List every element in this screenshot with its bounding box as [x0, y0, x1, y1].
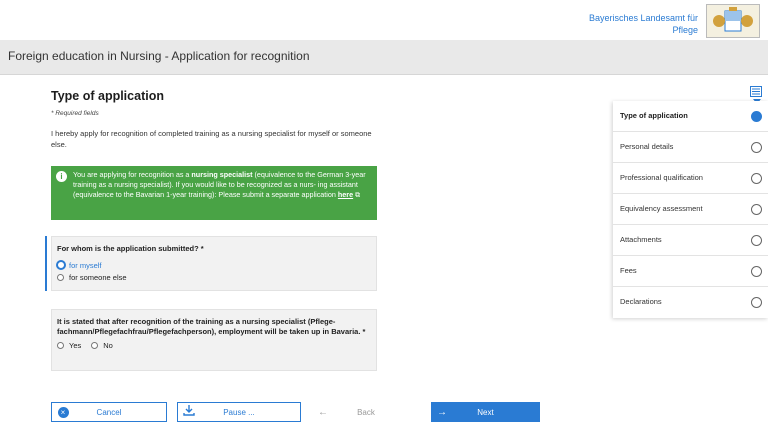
step-status-icon — [751, 297, 762, 308]
info-text-part2: (equivalence to the German 3-year training as a nursing specialist). If you would like to be recognized as a nurs- ing assistant (equivalence to the Bavarian 1-year training): Please submit a separate application — [73, 170, 366, 199]
step-label: Fees — [620, 266, 637, 275]
question-employment-bavaria — [51, 309, 377, 371]
option-for-myself[interactable] — [57, 260, 371, 270]
step-professional-qualification[interactable] — [613, 163, 768, 194]
intro-text: I hereby apply for recognition of completed training as a nursing specialist for myself or someone else. — [51, 129, 372, 149]
option-label: for someone else — [69, 273, 127, 282]
step-type-of-application[interactable] — [613, 101, 768, 132]
option-label: Yes — [69, 341, 82, 350]
title-bar — [0, 40, 768, 75]
option-no[interactable] — [91, 341, 113, 350]
cancel-button[interactable] — [51, 402, 167, 422]
page-title: Foreign education in Nursing - Application for recognition — [8, 49, 310, 63]
agency-name-line2: Pflege — [672, 25, 698, 35]
step-label: Equivalency assessment — [620, 204, 703, 213]
question-title: For whom is the application submitted? * — [57, 244, 204, 253]
info-icon: i — [56, 171, 67, 182]
step-personal-details[interactable] — [613, 132, 768, 163]
external-link-icon: ⧉ — [355, 192, 361, 199]
agency-name — [589, 12, 698, 36]
arrow-left-icon: ← — [318, 406, 328, 418]
step-status-icon — [751, 235, 762, 246]
next-button[interactable] — [431, 402, 540, 422]
step-fees[interactable] — [613, 256, 768, 287]
step-status-icon — [751, 111, 762, 122]
pause-button[interactable] — [177, 402, 301, 422]
download-icon — [178, 405, 200, 419]
option-yes[interactable] — [57, 341, 81, 350]
info-text-part1: You are applying for recognition as a — [73, 170, 192, 179]
step-status-icon — [751, 204, 762, 215]
cancel-label: Cancel — [96, 407, 122, 417]
step-navigation — [613, 101, 768, 318]
radio-icon[interactable] — [91, 342, 98, 349]
next-label: Next — [477, 407, 494, 417]
step-status-icon — [751, 142, 762, 153]
arrow-right-icon: → — [437, 406, 447, 418]
step-label: Declarations — [620, 297, 662, 306]
question-title: It is stated that after recognition of the training as a nursing specialist (Pflege- fachmann/Pflegefachfrau/Pflegefachperson), employment will be taken up in Bavaria. * — [57, 317, 366, 336]
option-label: for myself — [69, 260, 102, 270]
radio-selected-icon[interactable] — [56, 260, 66, 270]
list-icon[interactable] — [750, 86, 763, 97]
info-here-link[interactable]: here — [337, 190, 354, 199]
back-button[interactable] — [311, 402, 421, 422]
step-declarations[interactable] — [613, 287, 768, 318]
question-applicant — [51, 236, 377, 291]
step-equivalency-assessment[interactable] — [613, 194, 768, 225]
step-attachments[interactable] — [613, 225, 768, 256]
step-label: Attachments — [620, 235, 662, 244]
back-label: Back — [357, 407, 375, 417]
required-fields-note: * Required fields — [51, 110, 99, 117]
info-text-bold: nursing specialist — [191, 170, 253, 179]
info-box — [51, 166, 377, 220]
option-for-someone-else[interactable] — [57, 273, 371, 282]
step-status-icon — [751, 173, 762, 184]
crest-logo — [706, 4, 760, 38]
cancel-icon: × — [58, 407, 69, 418]
step-status-icon — [751, 266, 762, 277]
radio-icon[interactable] — [57, 274, 64, 281]
step-label: Professional qualification — [620, 173, 703, 182]
section-heading: Type of application — [51, 89, 164, 103]
radio-icon[interactable] — [57, 342, 64, 349]
pause-label: Pause ... — [223, 407, 255, 417]
active-question-marker — [45, 236, 47, 291]
option-label: No — [103, 341, 113, 350]
step-label: Personal details — [620, 142, 674, 151]
agency-name-line1: Bayerisches Landesamt für — [588, 13, 698, 23]
step-label: Type of application — [620, 111, 688, 120]
